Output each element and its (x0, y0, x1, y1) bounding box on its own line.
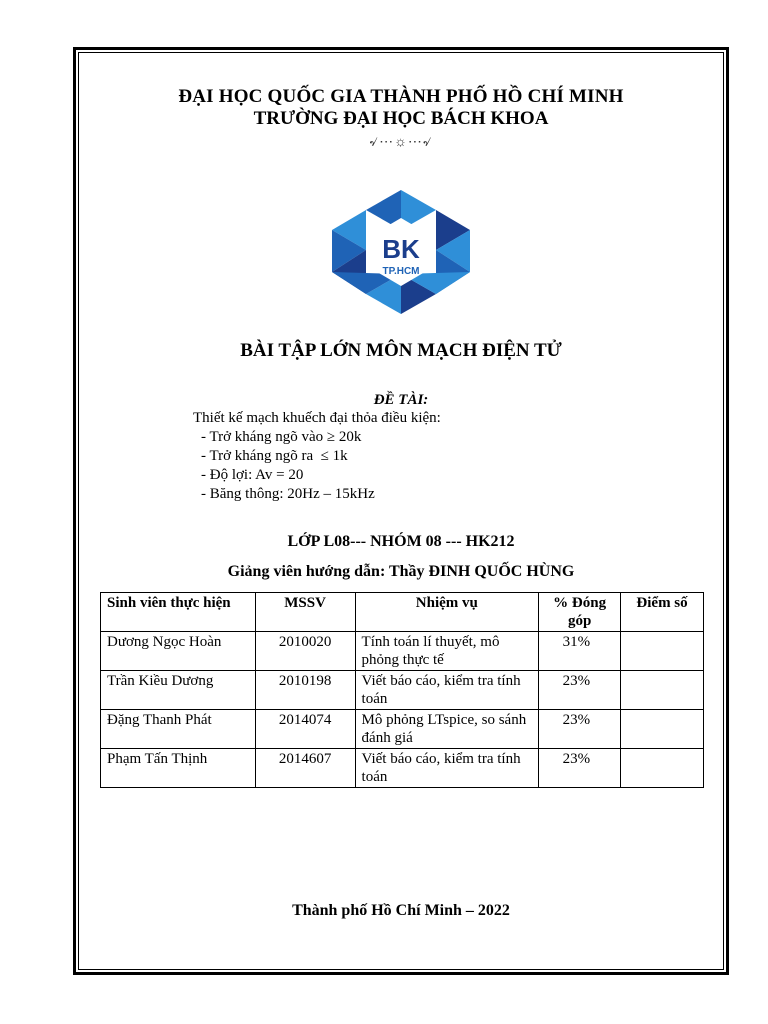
advisor-line: Giảng viên hướng dẫn: Thầy ĐINH QUỐC HÙNG (227, 563, 575, 580)
cell-name: Trần Kiều Dương (101, 671, 256, 710)
cell-task: Viết báo cáo, kiểm tra tính toán (355, 749, 539, 788)
header-score: Điểm số (621, 593, 704, 632)
course-title: BÀI TẬP LỚN MÔN MẠCH ĐIỆN TỬ (240, 340, 562, 361)
topic-label: ĐỀ TÀI: (373, 392, 429, 408)
ornament-divider: ৵⋯☼⋯৵ (369, 135, 433, 150)
cell-score (621, 632, 704, 671)
table-row (101, 749, 704, 788)
university-name: ĐẠI HỌC QUỐC GIA THÀNH PHỐ HỒ CHÍ MINH (178, 86, 624, 107)
cell-id: 2014607 (255, 749, 355, 788)
cell-contribution: 23% (539, 671, 621, 710)
table-row (101, 710, 704, 749)
cell-task: Tính toán lí thuyết, mô phỏng thực tế (355, 632, 539, 671)
topic-requirement: - Trở kháng ngõ vào ≥ 20k (201, 429, 362, 445)
class-group-line: LỚP L08--- NHÓM 08 --- HK212 (287, 533, 515, 550)
header-contribution: % Đóng góp (539, 593, 621, 632)
cell-contribution: 23% (539, 710, 621, 749)
cell-score (621, 749, 704, 788)
topic-block (193, 409, 441, 504)
cell-name: Dương Ngọc Hoàn (101, 632, 256, 671)
table-row (101, 632, 704, 671)
topic-requirement: - Trở kháng ngõ ra ≤ 1k (201, 448, 348, 464)
cell-name: Phạm Tấn Thịnh (101, 749, 256, 788)
cell-id: 2014074 (255, 710, 355, 749)
city-year: Thành phố Hồ Chí Minh – 2022 (292, 902, 510, 919)
cell-score (621, 710, 704, 749)
header-id: MSSV (255, 593, 355, 632)
logo-bk-text: BK (382, 234, 420, 264)
topic-requirement: - Độ lợi: Av = 20 (201, 467, 304, 483)
topic-requirement: - Băng thông: 20Hz – 15kHz (201, 486, 375, 502)
table-header-row (101, 593, 704, 632)
school-name: TRƯỜNG ĐẠI HỌC BÁCH KHOA (253, 108, 549, 129)
cell-contribution: 23% (539, 749, 621, 788)
bk-logo (332, 190, 470, 314)
cell-task: Viết báo cáo, kiểm tra tính toán (355, 671, 539, 710)
cell-id: 2010198 (255, 671, 355, 710)
topic-intro: Thiết kế mạch khuếch đại thỏa điều kiện: (193, 410, 441, 426)
cell-name: Đặng Thanh Phát (101, 710, 256, 749)
cell-task: Mô phỏng LTspice, so sánh đánh giá (355, 710, 539, 749)
members-table (100, 592, 704, 788)
logo-tphcm-text: TP.HCM (382, 266, 420, 277)
header-task: Nhiệm vụ (355, 593, 539, 632)
cell-contribution: 31% (539, 632, 621, 671)
cell-score (621, 671, 704, 710)
table-row (101, 671, 704, 710)
cell-id: 2010020 (255, 632, 355, 671)
header-student: Sinh viên thực hiện (101, 593, 256, 632)
